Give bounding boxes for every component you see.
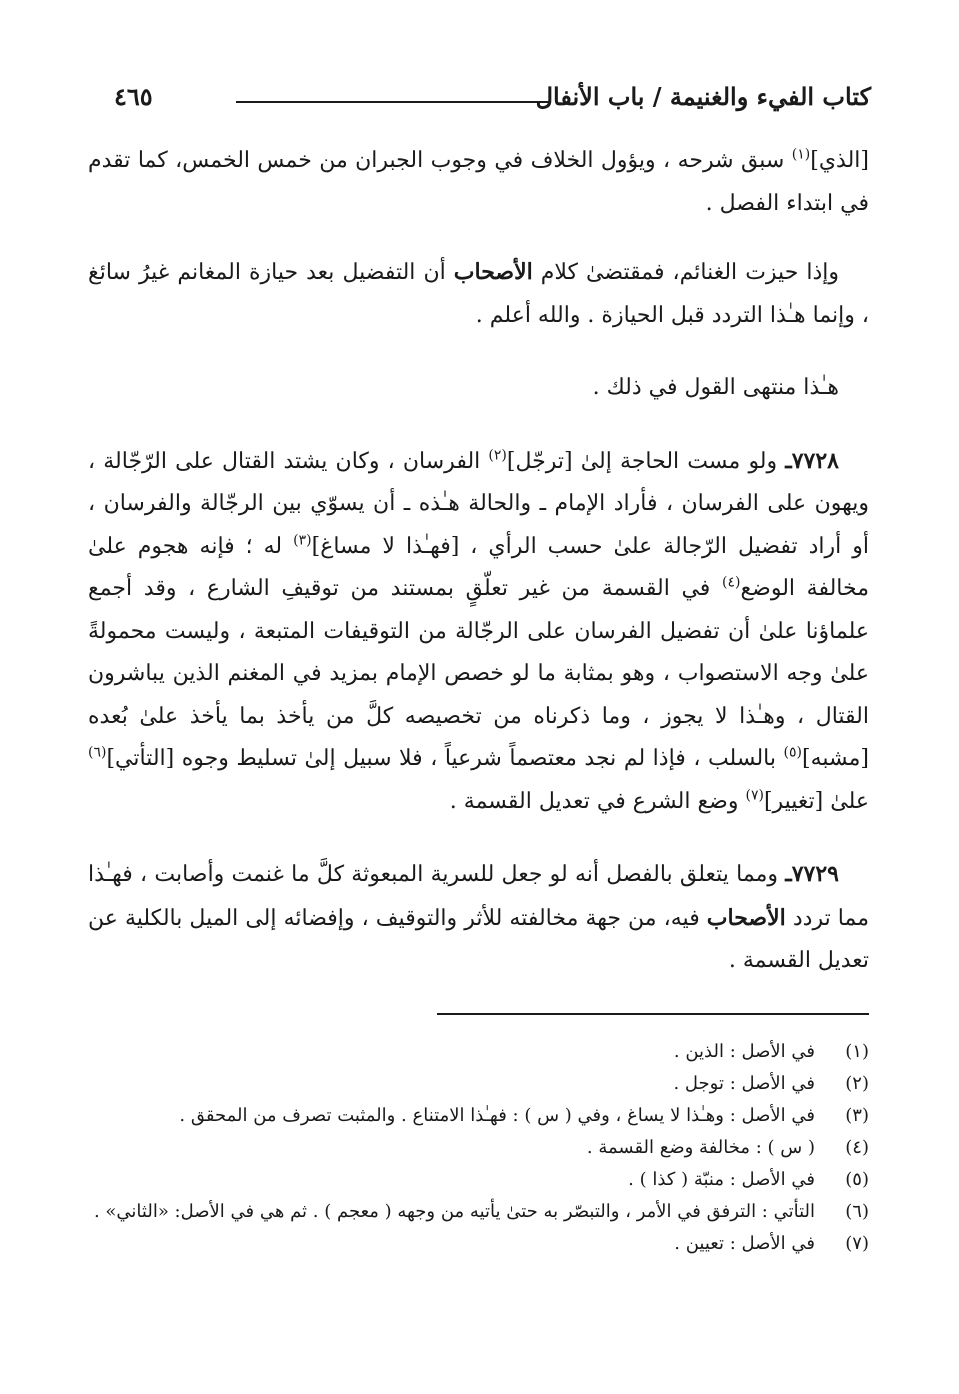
paragraph-7729 bbox=[88, 853, 869, 983]
page-number: ٤٦٥ bbox=[114, 82, 153, 111]
footnote-item bbox=[86, 1036, 869, 1068]
footnote-ref: (١) bbox=[791, 146, 811, 163]
footnote-ref: (٥) bbox=[783, 744, 802, 761]
header-rule bbox=[236, 101, 551, 103]
paragraph-conclusion bbox=[88, 367, 869, 410]
footnote-text: في الأصل : تعيين . bbox=[674, 1233, 815, 1254]
text-run: وإذا حيزت الغنائم، فمقتضىٰ كلام bbox=[532, 260, 839, 285]
emphasis-ashab: الأصحاب bbox=[453, 259, 533, 285]
footnote-number: (١) bbox=[845, 1041, 869, 1062]
footnote-ref: (٦) bbox=[88, 744, 107, 761]
footnote-text: التأتي : الترفق في الأمر ، والتبصّر به حتىٰ يأتيه من وجهه ( معجم ) . ثم هي في الأصل: «الثاني» . bbox=[93, 1201, 815, 1222]
footnote-separator bbox=[437, 1013, 869, 1015]
footnote-number: (٧) bbox=[845, 1233, 869, 1254]
footnote-number: (٥) bbox=[845, 1169, 869, 1190]
footnote-item bbox=[86, 1068, 869, 1100]
text-run: سبق شرحه ، ويؤول الخلاف في وجوب الجبران من خمس الخمس، كما تقدم في ابتداء الفصل . bbox=[88, 148, 869, 216]
footnote-item bbox=[86, 1196, 869, 1228]
paragraph-number: ٧٧٢٩ـ bbox=[785, 861, 839, 887]
footnote-text: في الأصل : توجل . bbox=[673, 1073, 815, 1094]
text-run: فيه، من جهة مخالفته للأثر والتوقيف ، وإفضائه إلى الميل بالكلية عن تعديل القسمة . bbox=[88, 905, 869, 973]
footnote-number: (٣) bbox=[845, 1105, 869, 1126]
text-run: في القسمة من غير تعلّقٍ بمستند من توقيفِ الشارع ، وقد أجمع علماؤنا علىٰ أن تفضيل الفرسان على الرجّالة من التوقيفات المتبعة ، وليست محمولةً علىٰ وجه الاستصواب ، وهو بمثابة ما لو خصص الإمام بمزيد في المغنم الذين يباشرون القتال ، وهـٰذا لا يجوز ، وما ذكرناه من تخصيصه كلَّ من يأخذ بما يأخذ علىٰ بُعده [مشبه] bbox=[88, 576, 869, 771]
text-run: علىٰ [تغيير] bbox=[763, 788, 869, 814]
text-run: ومما يتعلق بالفصل أنه لو جعل للسرية المبعوثة كلَّ ما غنمت وأصابت ، فهـٰذا مما تردد bbox=[88, 862, 869, 931]
paragraph-7728 bbox=[88, 440, 869, 824]
footnote-item bbox=[86, 1132, 869, 1164]
text-run: وضع الشرع في تعديل القسمة . bbox=[449, 788, 746, 814]
running-header bbox=[86, 82, 873, 122]
footnote-number: (٢) bbox=[845, 1073, 869, 1094]
text-run: الفرسان ، وكان يشتد القتال على الرّجّالة ، ويهون على الفرسان ، فأراد الإمام ـ والحالة هـٰذه ـ أن يسوّي بين الرجّالة والفرسان ، أو أراد تفضيل الرّجالة علىٰ حسب الرأي ، [فهـٰذا لا مساغ] bbox=[88, 448, 869, 559]
footnote-text: في الأصل : الذين . bbox=[673, 1041, 815, 1062]
emphasis-ashab: الأصحاب bbox=[706, 904, 786, 931]
text-run: له ؛ فإنه هجوم علىٰ مخالفة الوضع bbox=[88, 533, 869, 601]
body-text bbox=[88, 140, 869, 983]
footnote-item bbox=[86, 1228, 869, 1260]
text-run: بالسلب ، فإذا لم نجد معتصماً شرعياً ، فلا سبيل إلىٰ تسليط وجوه [التأتي] bbox=[106, 746, 784, 771]
footnote-number: (٦) bbox=[845, 1201, 869, 1222]
text-run: [الذي] bbox=[810, 148, 869, 173]
footnote-text: في الأصل : منبّة ( كذا ) . bbox=[628, 1169, 815, 1190]
footnote-ref: (٣) bbox=[293, 532, 312, 549]
text-run: أن التفضيل بعد حيازة المغانم غيرُ سائغ ، وإنما هـٰذا التردد قبل الحيازة . والله أعلم . bbox=[88, 260, 869, 328]
footnote-item bbox=[86, 1100, 869, 1132]
running-title: كتاب الفيء والغنيمة / باب الأنفال bbox=[535, 82, 871, 111]
footnote-text: ( س ) : مخالفة وضع القسمة . bbox=[586, 1137, 815, 1158]
footnote-number: (٤) bbox=[845, 1137, 869, 1158]
footnote-text: في الأصل : وهـٰذا لا يساغ ، وفي ( س ) : فهـٰذا الامتناع . والمثبت تصرف من المحقق . bbox=[179, 1105, 815, 1126]
footnote-ref: (٧) bbox=[745, 787, 764, 804]
footnote-ref: (٤) bbox=[721, 574, 741, 591]
paragraph-spoils bbox=[88, 251, 869, 337]
footnotes-list bbox=[86, 1036, 869, 1260]
footnote-item bbox=[86, 1164, 869, 1196]
paragraph-continuation bbox=[88, 140, 869, 225]
paragraph-number: ٧٧٢٨ـ bbox=[785, 447, 839, 474]
text-run: ولو مست الحاجة إلىٰ [ترجّل] bbox=[506, 448, 786, 474]
footnote-ref: (٢) bbox=[488, 447, 507, 464]
text-run: هـٰذا منتهى القول في ذلك . bbox=[592, 375, 839, 400]
